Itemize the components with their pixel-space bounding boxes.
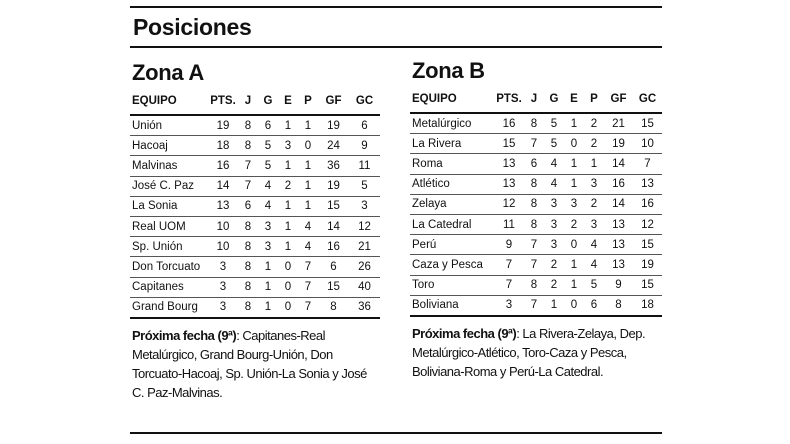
cell-j: 7	[238, 176, 258, 196]
cell-pts: 10	[208, 216, 238, 236]
col-p: P	[584, 86, 604, 113]
cell-p: 4	[298, 237, 318, 257]
cell-pts: 11	[494, 214, 524, 234]
cell-p: 1	[298, 156, 318, 176]
cell-p: 1	[298, 176, 318, 196]
col-pts: PTS.	[494, 86, 524, 113]
zona-a-header	[130, 88, 380, 115]
cell-e: 0	[564, 134, 584, 154]
cell-g: 4	[544, 154, 564, 174]
cell-g: 6	[258, 115, 278, 136]
cell-gf: 6	[318, 257, 349, 277]
cell-team: José C. Paz	[130, 176, 208, 196]
cell-team: Malvinas	[130, 156, 208, 176]
cell-j: 8	[238, 115, 258, 136]
cell-j: 8	[524, 174, 544, 194]
next-round-label: Próxima fecha (9ª)	[132, 327, 237, 343]
cell-p: 2	[584, 194, 604, 214]
col-gf: GF	[318, 88, 349, 115]
cell-gc: 5	[349, 176, 380, 196]
cell-gc: 7	[633, 154, 662, 174]
page-title: Posiciones	[133, 14, 252, 40]
table-row	[130, 277, 380, 297]
cell-e: 2	[564, 214, 584, 234]
cell-e: 1	[278, 115, 298, 136]
cell-p: 4	[298, 216, 318, 236]
cell-e: 1	[278, 196, 298, 216]
cell-gc: 15	[633, 113, 662, 134]
cell-g: 1	[258, 277, 278, 297]
cell-e: 1	[278, 237, 298, 257]
cell-g: 5	[544, 113, 564, 134]
cell-p: 3	[584, 214, 604, 234]
cell-e: 3	[564, 194, 584, 214]
cell-team: Real UOM	[130, 216, 208, 236]
cell-g: 5	[258, 156, 278, 176]
cell-p: 5	[584, 275, 604, 295]
cell-j: 8	[524, 214, 544, 234]
cell-team: La Catedral	[410, 214, 494, 234]
cell-team: La Sonia	[130, 196, 208, 216]
cell-j: 7	[238, 156, 258, 176]
table-row	[130, 237, 380, 257]
table-row	[130, 216, 380, 236]
cell-g: 2	[544, 255, 564, 275]
cell-pts: 3	[494, 295, 524, 316]
cell-g: 5	[544, 134, 564, 154]
cell-gc: 15	[633, 235, 662, 255]
cell-gf: 21	[604, 113, 633, 134]
cell-j: 7	[524, 235, 544, 255]
cell-j: 8	[238, 237, 258, 257]
cell-team: Caza y Pesca	[410, 255, 494, 275]
cell-j: 8	[238, 216, 258, 236]
cell-p: 7	[298, 297, 318, 318]
cell-g: 3	[544, 194, 564, 214]
table-row	[410, 154, 662, 174]
cell-gf: 13	[604, 214, 633, 234]
zona-b	[410, 56, 662, 381]
col-e: E	[278, 88, 298, 115]
cell-p: 1	[298, 196, 318, 216]
cell-gf: 8	[318, 297, 349, 318]
cell-gf: 19	[318, 115, 349, 136]
cell-j: 8	[524, 194, 544, 214]
cell-gc: 11	[349, 156, 380, 176]
cell-gf: 16	[318, 237, 349, 257]
cell-e: 0	[278, 257, 298, 277]
cell-gc: 3	[349, 196, 380, 216]
cell-p: 1	[298, 115, 318, 136]
cell-pts: 16	[494, 113, 524, 134]
cell-e: 1	[564, 174, 584, 194]
cell-p: 4	[584, 235, 604, 255]
cell-g: 1	[544, 295, 564, 316]
cell-p: 1	[584, 154, 604, 174]
table-row	[410, 134, 662, 154]
cell-gc: 13	[633, 174, 662, 194]
cell-p: 2	[584, 134, 604, 154]
cell-gc: 40	[349, 277, 380, 297]
table-row	[410, 174, 662, 194]
table-row	[410, 235, 662, 255]
zona-b-header	[410, 86, 662, 113]
zona-b-next-round	[410, 324, 662, 381]
cell-pts: 12	[494, 194, 524, 214]
zona-b-table	[410, 86, 662, 317]
cell-j: 8	[238, 136, 258, 156]
cell-g: 4	[258, 176, 278, 196]
zona-b-body	[410, 113, 662, 316]
cell-j: 7	[524, 295, 544, 316]
zona-a-table	[130, 88, 380, 319]
cell-gf: 9	[604, 275, 633, 295]
zona-a-title: Zona A	[132, 60, 204, 85]
cell-pts: 3	[208, 297, 238, 318]
next-round-text: : Capitanes-Real Metalúrgico, Grand Bourg-Unión, Don Torcuato-Hacoaj, Sp. Unión-La Sonia y José C. Paz-Malvinas.	[132, 327, 367, 400]
cell-p: 7	[298, 257, 318, 277]
cell-gf: 24	[318, 136, 349, 156]
cell-j: 8	[524, 275, 544, 295]
cell-team: La Rivera	[410, 134, 494, 154]
cell-gc: 12	[349, 216, 380, 236]
cell-gf: 14	[604, 194, 633, 214]
cell-team: Sp. Unión	[130, 237, 208, 257]
cell-g: 4	[258, 196, 278, 216]
cell-pts: 7	[494, 275, 524, 295]
col-equipo: EQUIPO	[130, 88, 208, 115]
col-g: G	[544, 86, 564, 113]
cell-j: 8	[238, 297, 258, 318]
table-row	[410, 214, 662, 234]
cell-gc: 18	[633, 295, 662, 316]
col-equipo: EQUIPO	[410, 86, 494, 113]
cell-team: Grand Bourg	[130, 297, 208, 318]
table-row	[130, 156, 380, 176]
col-g: G	[258, 88, 278, 115]
cell-gc: 16	[633, 194, 662, 214]
zona-a-next-round	[130, 326, 380, 402]
col-gc: GC	[349, 88, 380, 115]
cell-gc: 26	[349, 257, 380, 277]
cell-e: 1	[564, 255, 584, 275]
col-e: E	[564, 86, 584, 113]
cell-gc: 19	[633, 255, 662, 275]
cell-pts: 18	[208, 136, 238, 156]
cell-e: 1	[564, 275, 584, 295]
cell-p: 0	[298, 136, 318, 156]
bottom-rule	[130, 432, 662, 434]
next-round-label: Próxima fecha (9ª)	[412, 325, 517, 341]
cell-j: 7	[524, 255, 544, 275]
cell-gf: 36	[318, 156, 349, 176]
cell-team: Zelaya	[410, 194, 494, 214]
cell-gc: 36	[349, 297, 380, 318]
cell-p: 6	[584, 295, 604, 316]
zona-b-title: Zona B	[412, 58, 485, 83]
cell-e: 1	[278, 216, 298, 236]
table-row	[410, 113, 662, 134]
zona-a-body	[130, 115, 380, 318]
cell-e: 0	[278, 297, 298, 318]
cell-team: Roma	[410, 154, 494, 174]
cell-p: 3	[584, 174, 604, 194]
cell-j: 8	[238, 277, 258, 297]
table-row	[410, 194, 662, 214]
col-p: P	[298, 88, 318, 115]
cell-e: 0	[564, 235, 584, 255]
cell-e: 2	[278, 176, 298, 196]
cell-e: 1	[278, 156, 298, 176]
cell-g: 1	[258, 257, 278, 277]
cell-pts: 7	[494, 255, 524, 275]
cell-j: 8	[524, 113, 544, 134]
col-gf: GF	[604, 86, 633, 113]
cell-gc: 15	[633, 275, 662, 295]
title-rule	[130, 46, 662, 48]
cell-j: 6	[524, 154, 544, 174]
cell-pts: 16	[208, 156, 238, 176]
cell-gf: 8	[604, 295, 633, 316]
cell-pts: 19	[208, 115, 238, 136]
table-row	[130, 115, 380, 136]
cell-g: 2	[544, 275, 564, 295]
cell-gf: 19	[318, 176, 349, 196]
cell-gf: 19	[604, 134, 633, 154]
cell-gc: 6	[349, 115, 380, 136]
cell-team: Atlético	[410, 174, 494, 194]
cell-p: 2	[584, 113, 604, 134]
col-pts: PTS.	[208, 88, 238, 115]
cell-pts: 15	[494, 134, 524, 154]
cell-team: Don Torcuato	[130, 257, 208, 277]
cell-team: Toro	[410, 275, 494, 295]
cell-e: 1	[564, 154, 584, 174]
top-rule	[130, 6, 662, 8]
col-j: J	[238, 88, 258, 115]
cell-gc: 12	[633, 214, 662, 234]
cell-team: Hacoaj	[130, 136, 208, 156]
next-round-text: : La Rivera-Zelaya, Dep. Metalúrgico-Atlético, Toro-Caza y Pesca, Boliviana-Roma y Perú-La Catedral.	[412, 325, 646, 379]
cell-e: 1	[564, 113, 584, 134]
cell-gf: 13	[604, 235, 633, 255]
cell-gf: 15	[318, 196, 349, 216]
cell-g: 3	[544, 235, 564, 255]
cell-pts: 10	[208, 237, 238, 257]
table-row	[410, 275, 662, 295]
cell-pts: 3	[208, 277, 238, 297]
cell-pts: 13	[494, 154, 524, 174]
table-row	[130, 176, 380, 196]
cell-pts: 3	[208, 257, 238, 277]
cell-team: Perú	[410, 235, 494, 255]
zona-a	[130, 58, 380, 402]
cell-gf: 13	[604, 255, 633, 275]
cell-team: Metalúrgico	[410, 113, 494, 134]
cell-pts: 13	[494, 174, 524, 194]
cell-gf: 14	[318, 216, 349, 236]
cell-gf: 15	[318, 277, 349, 297]
cell-gc: 21	[349, 237, 380, 257]
cell-p: 4	[584, 255, 604, 275]
table-row	[130, 297, 380, 318]
table-row	[410, 295, 662, 316]
col-j: J	[524, 86, 544, 113]
cell-gf: 16	[604, 174, 633, 194]
cell-team: Capitanes	[130, 277, 208, 297]
table-row	[130, 196, 380, 216]
cell-g: 4	[544, 174, 564, 194]
cell-p: 7	[298, 277, 318, 297]
cell-j: 6	[238, 196, 258, 216]
cell-gc: 10	[633, 134, 662, 154]
cell-pts: 14	[208, 176, 238, 196]
col-gc: GC	[633, 86, 662, 113]
cell-e: 3	[278, 136, 298, 156]
cell-e: 0	[564, 295, 584, 316]
cell-gc: 9	[349, 136, 380, 156]
cell-g: 3	[258, 216, 278, 236]
cell-team: Unión	[130, 115, 208, 136]
cell-gf: 14	[604, 154, 633, 174]
cell-g: 3	[258, 237, 278, 257]
cell-j: 8	[238, 257, 258, 277]
cell-j: 7	[524, 134, 544, 154]
cell-g: 5	[258, 136, 278, 156]
table-row	[130, 257, 380, 277]
table-row	[410, 255, 662, 275]
cell-team: Boliviana	[410, 295, 494, 316]
cell-pts: 9	[494, 235, 524, 255]
cell-pts: 13	[208, 196, 238, 216]
cell-e: 0	[278, 277, 298, 297]
table-row	[130, 136, 380, 156]
cell-g: 1	[258, 297, 278, 318]
cell-g: 3	[544, 214, 564, 234]
